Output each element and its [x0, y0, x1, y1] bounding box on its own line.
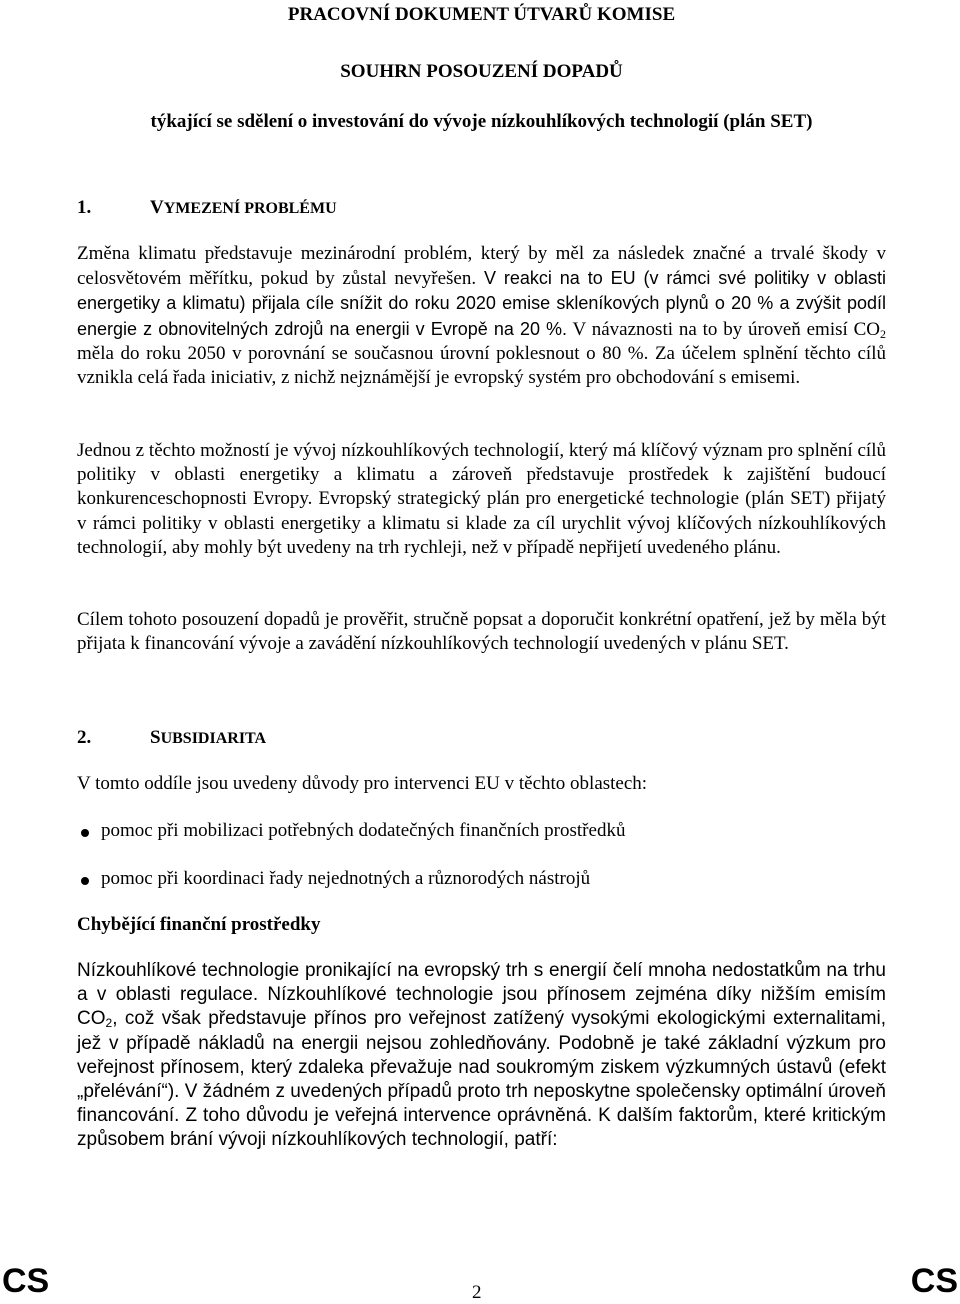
bullet-dot-icon: [81, 829, 89, 837]
page-number: 2: [472, 1282, 482, 1303]
paragraph-part-2: , což však představuje přínos pro veřejnost zatížený vysokými ekologickými externalitami, jež v případě nákladů na energii nejsou zohledňovány. Podobně je také základní výzkum pro veřejnost přínosem, který zdaleka převažuje nad soukromým ziskem výzkumných ústavů (efekt „přelévání“). V žádném z uvedených případů proto trh neposkytne společensky optimální úroveň financování. Z toho důvodu je veřejná intervence oprávněná. K dalším faktorům, které kritickým způsobem brání vývoji nízkouhlíkových technologií, patří:: [77, 1008, 887, 1151]
bullet-text: pomoc při mobilizaci potřebných dodatečných finančních prostředků: [101, 820, 626, 841]
section-1-number: 1.: [77, 197, 92, 218]
co2-subscript: 2: [880, 326, 886, 341]
section-1-title-initial: V: [150, 197, 164, 218]
bullet-text: pomoc při koordinaci řady nejednotných a různorodých nástrojů: [101, 868, 591, 889]
section-2-intro: V tomto oddíle jsou uvedeny důvody pro intervenci EU v těchto oblastech:: [77, 773, 648, 794]
section-1-title-rest: YMEZENÍ PROBLÉMU: [163, 200, 337, 217]
section-2-paragraph: [77, 959, 886, 1153]
paragraph-part-1: Nízkouhlíkové technologie pronikající na evropský trh s energií čelí mnoha nedostatkům na trhu a v oblasti regulace. Nízkouhlíkové technologie jsou přínosem zejména díky nižším emisím CO: [77, 960, 886, 1030]
paragraph-1-sentence-1: Změna klimatu představuje mezinárodní problém, který by měl za následek značné a trvalé škody v celosvětovém měřítku, pokud by zůstal nevyřešen.: [77, 243, 886, 290]
section-2-title-initial: S: [150, 727, 161, 748]
summary-heading: SOUHRN POSOUZENÍ DOPADŮ: [340, 61, 623, 82]
language-code-left: CS: [2, 1262, 50, 1300]
section-1-paragraph-3: Cílem tohoto posouzení dopadů je prověřit, stručně popsat a doporučit konkrétní opatření, jež by měla být přijata k financování vývoje a zavádění nízkouhlíkových technologií uvedených v plánu SET.: [77, 609, 886, 655]
paragraph-1-sentence-4: měla do roku 2050 v porovnání se současnou úrovní poklesnout o 80 %. Za účelem splnění těchto cílů vznikla celá řada iniciativ, z nichž nejznámější je evropský systém pro obchodování s emisemi.: [77, 342, 886, 389]
bullet-item: [77, 820, 625, 842]
bullet-dot-icon: [81, 877, 89, 885]
section-2-number: 2.: [77, 727, 92, 748]
language-code-right: CS: [910, 1262, 958, 1300]
section-1-heading: [77, 197, 337, 219]
section-1-paragraph-2: Jednou z těchto možností je vývoj nízkouhlíkových technologií, který má klíčový význam pro splnění cílů politiky v oblasti energetiky a klimatu a zároveň představuje prostředek k zajištění budoucí konkurenceschopnosti Evropy. Evropský strategický plán pro energetické technologie (plán SET) přijatý v rámci politiky v oblasti energetiky a klimatu si klade za cíl urychlit vývoj klíčových nízkouhlíkových technologií, aby mohly být uvedeny na trh rychleji, než v případě nepřijetí uvedeného plánu.: [77, 440, 886, 558]
missing-funds-subheading: Chybějící finanční prostředky: [77, 914, 321, 935]
section-2-heading: [77, 727, 266, 749]
section-1-paragraph-1: [77, 242, 886, 390]
subject-heading: týkající se sdělení o investování do vývoje nízkouhlíkových technologií (plán SET): [150, 111, 813, 132]
section-2-title-rest: UBSIDIARITA: [160, 730, 267, 747]
paragraph-1-sentence-2: V reakci na to EU (v rámci své politiky v oblasti energetiky a klimatu) přijala cíle snížit do roku 2020 emise skleníkových plynů o 20 % a zvýšit podíl energie z obnovitelných zdrojů na energii v Evropě na 20 %.: [77, 268, 886, 339]
co2-subscript: 2: [105, 1016, 113, 1031]
paragraph-1-sentence-3: V návaznosti na to by úroveň emisí CO: [567, 318, 880, 340]
bullet-item: [77, 868, 590, 890]
document-type-heading: PRACOVNÍ DOKUMENT ÚTVARŮ KOMISE: [287, 4, 676, 25]
